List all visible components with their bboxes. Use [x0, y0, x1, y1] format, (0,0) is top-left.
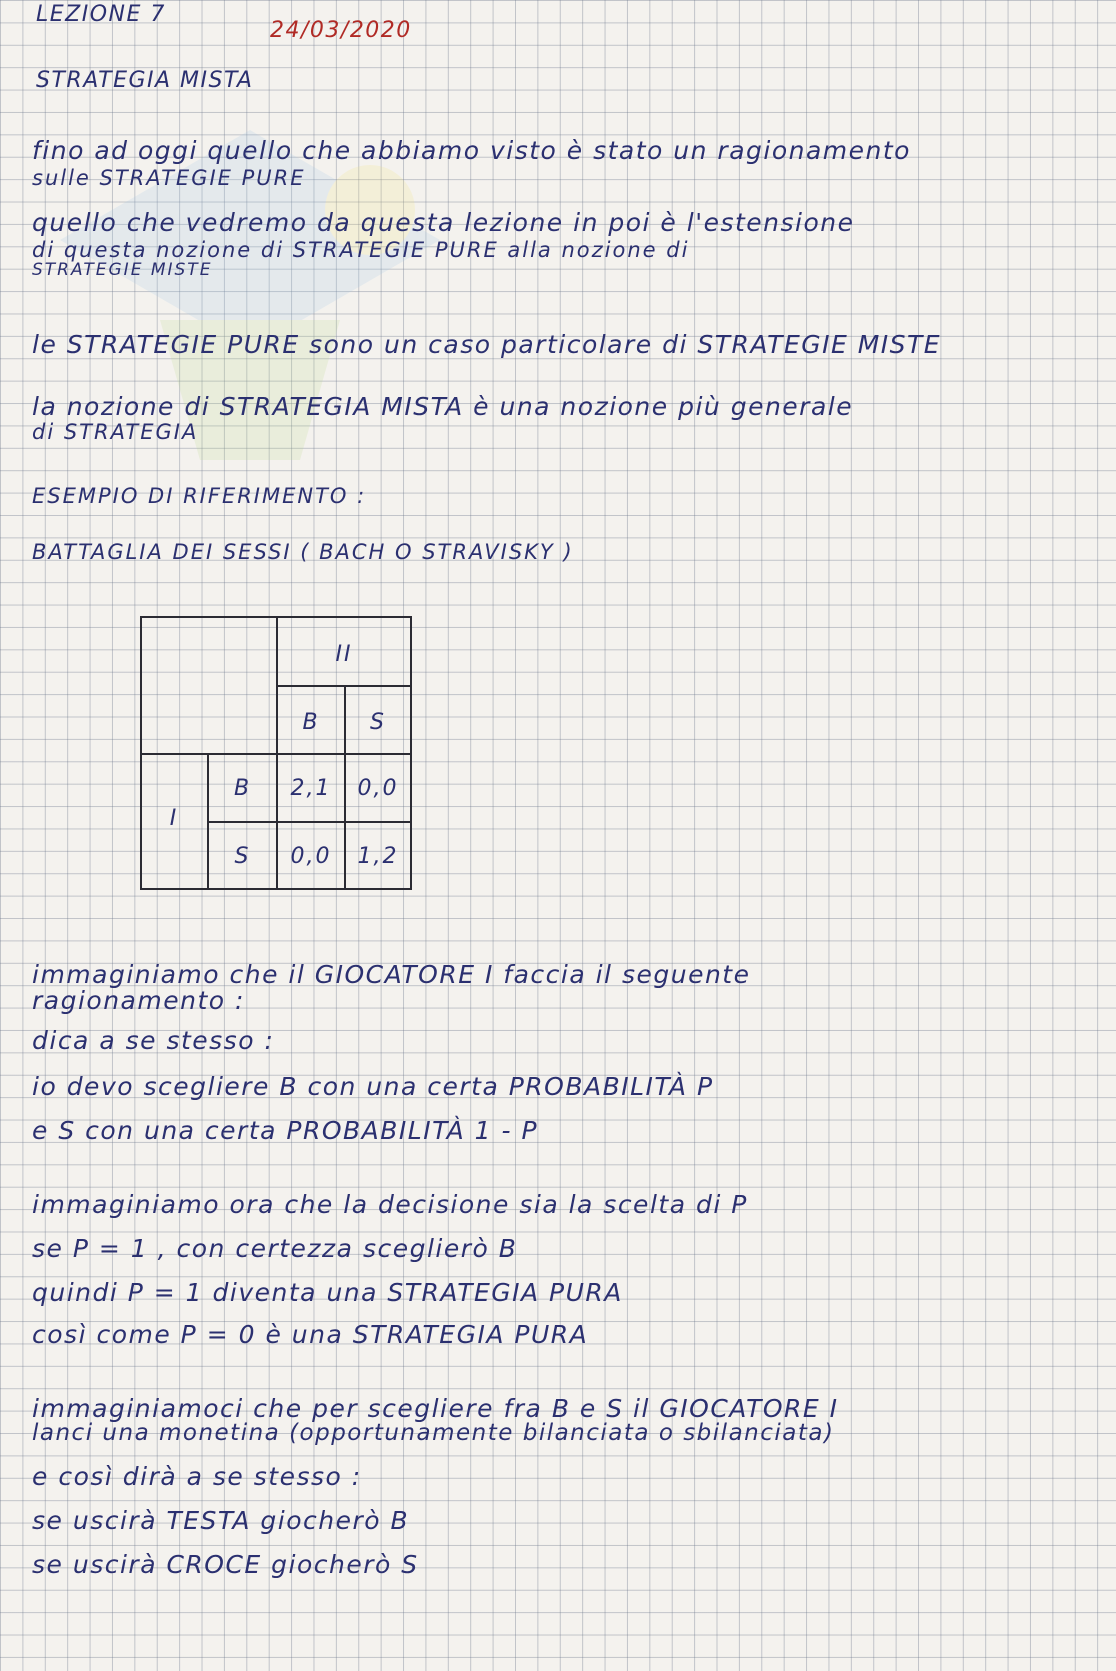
page-title: STRATEGIA MISTA: [36, 68, 254, 93]
lesson-date: 24/03/2020: [270, 18, 412, 43]
player-col-label: II: [335, 642, 353, 667]
col-strategy-label: B: [302, 710, 320, 735]
text-line: sulle STRATEGIE PURE: [32, 166, 306, 190]
payoff-cell: 2,1: [290, 776, 332, 801]
text-line: immaginiamo che il GIOCATORE I faccia il seguente: [32, 960, 751, 989]
text-line: BATTAGLIA DEI SESSI ( BACH O STRAVISKY ): [32, 540, 574, 564]
text-line: io devo scegliere B con una certa PROBABILITÀ P: [32, 1072, 714, 1101]
text-line: la nozione di STRATEGIA MISTA è una nozione più generale: [32, 392, 854, 421]
row-strategy-label: B: [233, 776, 252, 801]
payoff-table: [140, 616, 412, 890]
payoff-cell: 0,0: [357, 776, 399, 801]
payoff-cell: 1,2: [357, 844, 399, 869]
text-line: quello che vedremo da questa lezione in poi è l'estensione: [32, 208, 855, 237]
text-line: se P = 1 , con certezza sceglierò B: [32, 1234, 518, 1263]
col-strategy-label: S: [370, 710, 386, 735]
text-line: se uscirà TESTA giocherò B: [32, 1506, 410, 1535]
text-line: immaginiamo ora che la decisione sia la scelta di P: [32, 1190, 748, 1219]
text-line: quindi P = 1 diventa una STRATEGIA PURA: [32, 1278, 623, 1307]
text-line: dica a se stesso :: [32, 1026, 275, 1055]
text-line: immaginiamoci che per scegliere fra B e S il GIOCATORE I: [32, 1394, 839, 1423]
row-strategy-label: S: [234, 844, 251, 869]
text-line: e S con una certa PROBABILITÀ 1 - P: [32, 1116, 539, 1145]
lesson-label: LEZIONE 7: [36, 2, 166, 27]
text-line: così come P = 0 è una STRATEGIA PURA: [32, 1320, 589, 1349]
text-line: di STRATEGIA: [32, 420, 199, 444]
text-line: STRATEGIE MISTE: [32, 260, 213, 280]
text-line: e così dirà a se stesso :: [32, 1462, 362, 1491]
text-line: ESEMPIO DI RIFERIMENTO :: [32, 484, 367, 508]
text-line: ragionamento :: [32, 986, 245, 1015]
text-line: le STRATEGIE PURE sono un caso particolare di STRATEGIE MISTE: [32, 330, 942, 359]
text-line: fino ad oggi quello che abbiamo visto è stato un ragionamento: [32, 136, 911, 165]
text-line: se uscirà CROCE giocherò S: [32, 1550, 419, 1579]
text-line: lanci una monetina (opportunamente bilanciata o sbilanciata): [32, 1420, 835, 1446]
player-row-label: I: [169, 806, 179, 831]
payoff-cell: 0,0: [290, 844, 332, 869]
text-line: di questa nozione di STRATEGIE PURE alla nozione di: [32, 238, 690, 262]
